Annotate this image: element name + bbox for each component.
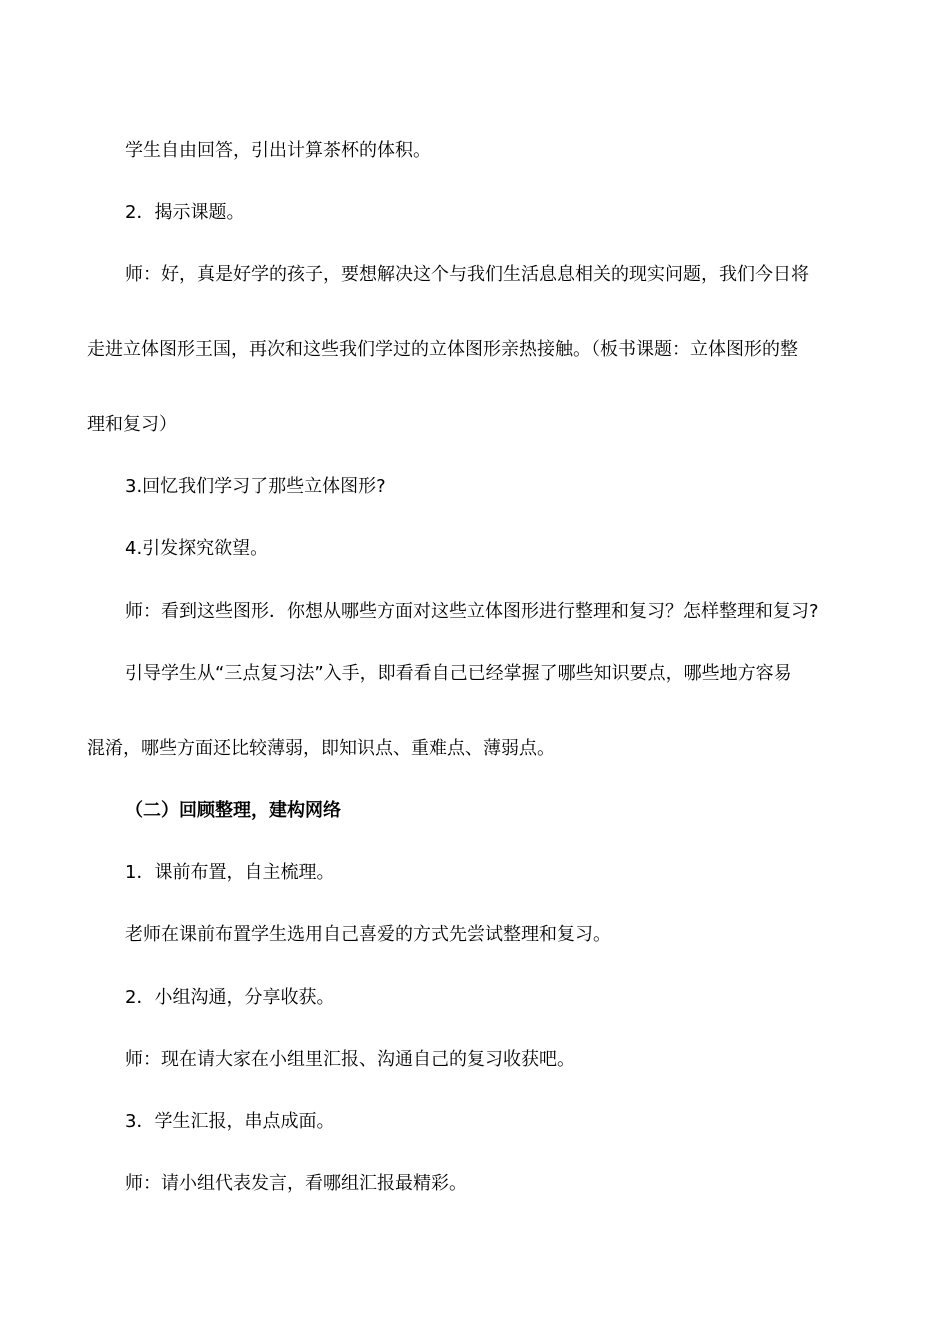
paragraph-line: 3.回忆我们学习了那些立体图形?: [125, 476, 386, 497]
paragraph-line: 师：看到这些图形．你想从哪些方面对这些立体图形进行整理和复习？怎样整理和复习?: [125, 601, 819, 622]
paragraph-line: 4.引发探究欲望。: [125, 538, 269, 559]
paragraph-line: 师：好，真是好学的孩子，要想解决这个与我们生活息息相关的现实问题，我们今日将: [125, 264, 809, 285]
paragraph-line: 学生自由回答，引出计算茶杯的体积。: [125, 140, 431, 161]
paragraph-line: 3．学生汇报，串点成面。: [125, 1111, 335, 1132]
paragraph-line: 混淆，哪些方面还比较薄弱，即知识点、重难点、薄弱点。: [87, 738, 555, 759]
paragraph-line: 走进立体图形王国，再次和这些我们学过的立体图形亲热接触。（板书课题：立体图形的整: [87, 339, 798, 360]
paragraph-line: 1．课前布置，自主梳理。: [125, 862, 335, 883]
paragraph-line: 引导学生从“三点复习法”入手，即看看自己已经掌握了哪些知识要点，哪些地方容易: [125, 663, 792, 684]
paragraph-line: 2．小组沟通，分享收获。: [125, 987, 335, 1008]
paragraph-line: 2．揭示课题。: [125, 202, 245, 223]
paragraph-line: 师：请小组代表发言，看哪组汇报最精彩。: [125, 1173, 467, 1194]
paragraph-line: 理和复习）: [87, 414, 177, 435]
paragraph-line: 师：现在请大家在小组里汇报、沟通自己的复习收获吧。: [125, 1049, 575, 1070]
section-heading: （二）回顾整理，建构网络: [125, 800, 341, 821]
paragraph-line: 老师在课前布置学生选用自己喜爱的方式先尝试整理和复习。: [125, 924, 611, 945]
